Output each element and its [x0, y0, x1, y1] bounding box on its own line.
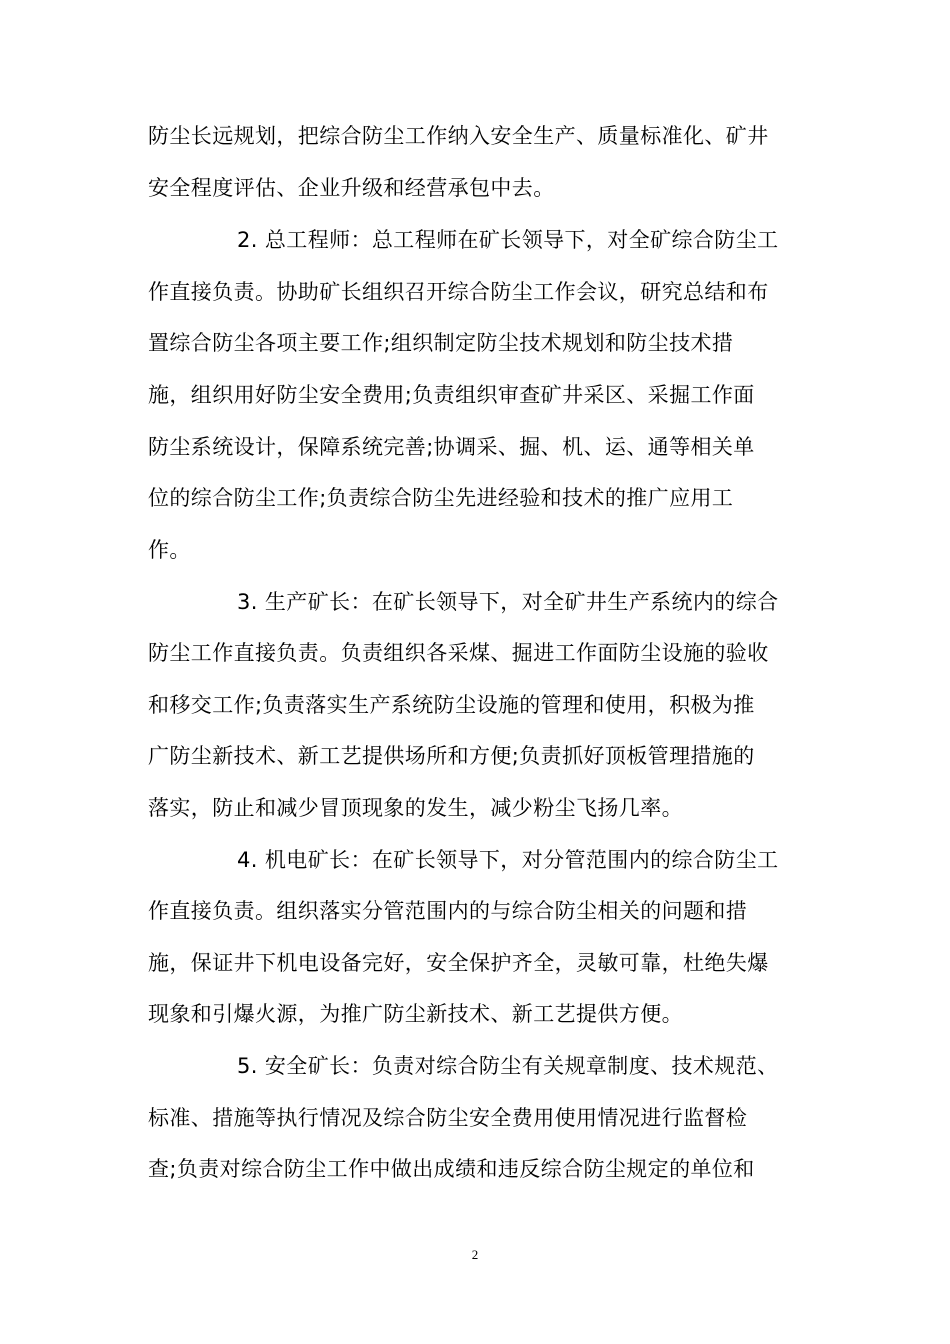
- text-line: 2. 总工程师：总工程师在矿长领导下，对全矿综合防尘工: [237, 228, 779, 252]
- text-line: 查;负责对综合防尘工作中做出成绩和违反综合防尘规定的单位和: [148, 1157, 755, 1181]
- text-line: 作。: [148, 538, 191, 562]
- text-line: 施，保证井下机电设备完好，安全保护齐全，灵敏可靠，杜绝失爆: [148, 951, 769, 975]
- text-line: 安全程度评估、企业升级和经营承包中去。: [148, 176, 555, 200]
- text-line: 作直接负责。组织落实分管范围内的与综合防尘相关的问题和措: [148, 899, 748, 923]
- text-line: 作直接负责。协助矿长组织召开综合防尘工作会议，研究总结和布: [148, 280, 769, 304]
- text-line: 落实，防止和减少冒顶现象的发生，减少粉尘飞扬几率。: [148, 796, 683, 820]
- page-number: 2: [471, 1247, 479, 1262]
- text-line: 5. 安全矿长：负责对综合防尘有关规章制度、技术规范、: [237, 1054, 779, 1078]
- text-line: 施，组织用好防尘安全费用;负责组织审查矿井采区、采掘工作面: [148, 383, 755, 407]
- text-line: 防尘系统设计，保障系统完善;协调采、掘、机、运、通等相关单: [148, 435, 755, 459]
- text-line: 和移交工作;负责落实生产系统防尘设施的管理和使用，积极为推: [148, 693, 755, 717]
- text-line: 标准、措施等执行情况及综合防尘安全费用使用情况进行监督检: [148, 1106, 748, 1130]
- text-line: 现象和引爆火源，为推广防尘新技术、新工艺提供方便。: [148, 1002, 683, 1026]
- text-line: 广防尘新技术、新工艺提供场所和方便;负责抓好顶板管理措施的: [148, 744, 755, 768]
- text-line: 防尘长远规划，把综合防尘工作纳入安全生产、质量标准化、矿井: [148, 124, 769, 148]
- text-line: 4. 机电矿长：在矿长领导下，对分管范围内的综合防尘工: [237, 848, 779, 872]
- text-line: 3. 生产矿长：在矿长领导下，对全矿井生产系统内的综合: [237, 590, 779, 614]
- text-line: 置综合防尘各项主要工作;组织制定防尘技术规划和防尘技术措: [148, 331, 734, 355]
- text-line: 防尘工作直接负责。负责组织各采煤、掘进工作面防尘设施的验收: [148, 641, 769, 665]
- text-line: 位的综合防尘工作;负责综合防尘先进经验和技术的推广应用工: [148, 486, 734, 510]
